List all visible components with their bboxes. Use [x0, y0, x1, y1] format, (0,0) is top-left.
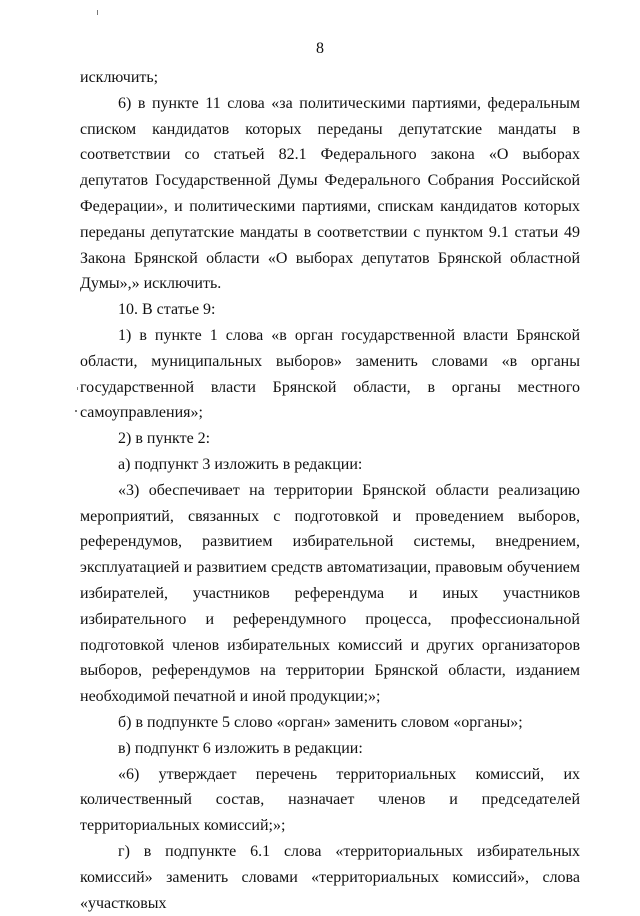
paragraph: г) в подпункте 6.1 слова «территориальных избирательных комиссий» заменить словами «территориальных комиссий», слова «участковых — [80, 842, 580, 912]
paragraph: а) подпункт 3 изложить в редакции: — [118, 455, 363, 473]
document-body — [80, 65, 580, 916]
paragraph: в) подпункт 6 изложить в редакции: — [118, 739, 363, 757]
scan-mark — [77, 387, 78, 390]
scan-mark — [75, 410, 77, 412]
paragraph: «6) утверждает перечень территориальных комиссий, их количественный состав, назначает членов и председателей территориальных комиссий;»; — [80, 765, 580, 835]
paragraph: б) в подпункте 5 слово «орган» заменить словом «органы»; — [118, 713, 523, 731]
paragraph: «3) обеспечивает на территории Брянской области реализацию мероприятий, связанных с подготовкой и проведением выборов, референдумов, развитием избирательной системы, внедрением, эксплуатацией и развитием средств автоматизации, правовым обучением избирателей, участников референдума и иных участников избирательного и референдумного процесса, профессиональной подготовкой членов избирательных комиссий и других организаторов выборов, референдумов на территории Брянской области, изданием необходимой печатной и иной продукции;»; — [80, 481, 580, 706]
paragraph: 1) в пункте 1 слова «в орган государственной власти Брянской области, муниципальных выборов» заменить словами «в органы государственной власти Брянской области, в органы местного самоуправления»; — [80, 326, 580, 422]
paragraph: 6) в пункте 11 слова «за политическими партиями, федеральным списком кандидатов которых переданы депутатские мандаты в соответствии со статьей 82.1 Федерального закона «О выборах депутатов Государственной Думы Федерального Собрания Российской Федерации», и политическими партиями, спискам кандидатов которых переданы депутатские мандаты в соответствии с пунктом 9.1 статьи 49 Закона Брянской области «О выборах депутатов Брянской областной Думы»,» исключить. — [80, 94, 580, 293]
page-number: 8 — [316, 40, 324, 57]
paragraph: исключить; — [80, 69, 159, 86]
paragraph: 2) в пункте 2: — [118, 430, 211, 448]
paragraph: 10. В статье 9: — [118, 301, 216, 319]
scan-mark — [97, 10, 98, 15]
